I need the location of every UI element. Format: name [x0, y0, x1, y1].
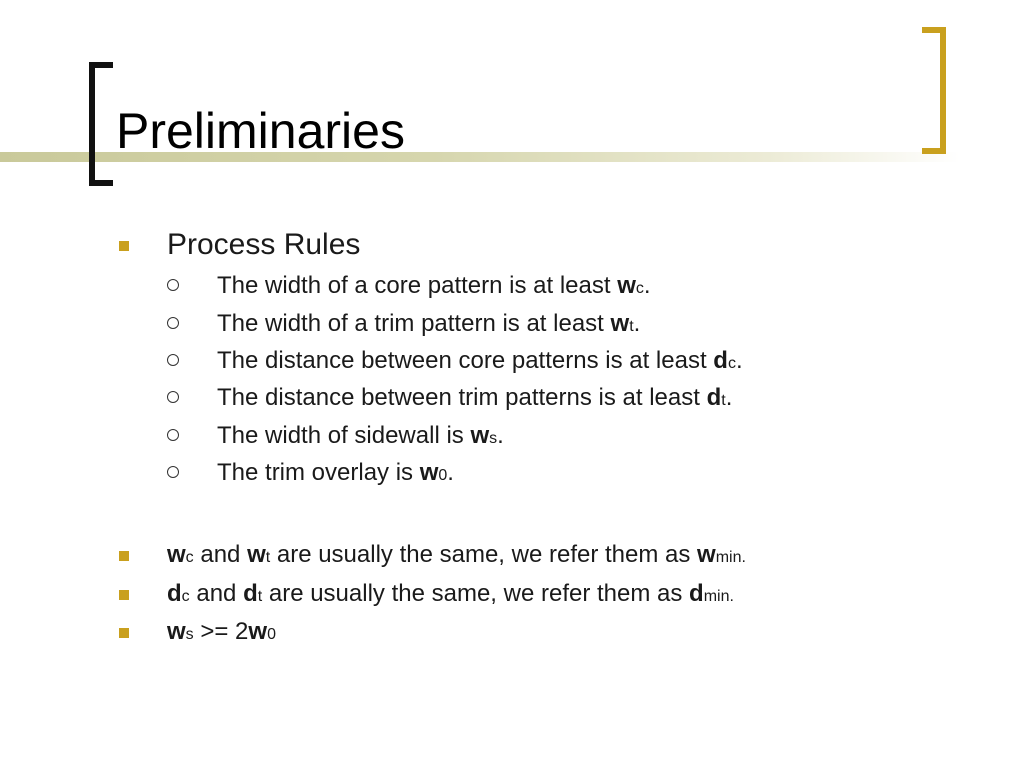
- bullet-text: are usually the same, we refer them as: [270, 541, 698, 568]
- sub-bullet-trim-distance: [217, 383, 732, 416]
- variable: d: [689, 580, 704, 607]
- variable-subscript: min.: [715, 549, 746, 566]
- sub-bullet-text: The width of a core pattern is at least: [217, 272, 618, 299]
- variable-subscript: t: [265, 549, 271, 566]
- sub-bullet-text: The width of a trim pattern is at least: [217, 310, 611, 337]
- sub-bullet-text: The distance between trim patterns is at least: [217, 384, 707, 411]
- circle-bullet-icon: [167, 317, 179, 329]
- variable-subscript: c: [635, 280, 644, 297]
- left-bracket-decoration: [89, 62, 113, 186]
- period: .: [633, 310, 641, 337]
- bullet-text: >= 2: [193, 618, 249, 645]
- circle-bullet-icon: [167, 429, 179, 441]
- bullet-text: are usually the same, we refer them as: [262, 580, 690, 607]
- variable: w: [167, 541, 186, 568]
- bullet-text: and: [193, 541, 248, 568]
- period: .: [497, 422, 504, 449]
- variable: d: [706, 384, 722, 411]
- variable: w: [419, 459, 439, 486]
- bullet-text: and: [189, 580, 244, 607]
- circle-bullet-icon: [167, 466, 179, 478]
- variable-subscript: t: [629, 318, 634, 335]
- variable-subscript: t: [721, 392, 726, 409]
- circle-bullet-icon: [167, 279, 179, 291]
- sub-bullet-text: The width of sidewall is: [217, 422, 471, 449]
- square-bullet-icon: [119, 241, 129, 251]
- variable: w: [697, 541, 716, 568]
- variable: w: [167, 618, 186, 645]
- variable: d: [713, 347, 728, 374]
- sub-bullet-trim-overlay: [217, 458, 454, 491]
- variable: w: [617, 272, 636, 299]
- variable-subscript: c: [185, 549, 194, 566]
- variable: w: [610, 310, 630, 337]
- variable: w: [470, 422, 490, 449]
- sub-bullet-text: The distance between core patterns is at least: [217, 347, 714, 374]
- variable-subscript: c: [727, 355, 736, 372]
- slide-title: Preliminaries: [116, 103, 405, 159]
- square-bullet-icon: [119, 551, 129, 561]
- variable-subscript: 0: [267, 626, 276, 643]
- variable-subscript: s: [489, 430, 498, 447]
- bullet-label: Process Rules: [167, 228, 361, 261]
- period: .: [643, 272, 651, 299]
- sub-bullet-trim-width: [217, 309, 640, 342]
- variable-subscript: c: [181, 588, 190, 605]
- variable-subscript: t: [257, 588, 263, 605]
- circle-bullet-icon: [167, 391, 179, 403]
- period: .: [725, 384, 733, 411]
- variable: w: [248, 618, 268, 645]
- sub-bullet-text: The trim overlay is: [217, 459, 420, 486]
- bullet-process-rules: [167, 227, 360, 263]
- period: .: [447, 459, 454, 486]
- right-bracket-decoration: [922, 27, 946, 154]
- variable-subscript: 0: [438, 467, 448, 484]
- period: .: [735, 347, 743, 374]
- variable: d: [243, 580, 258, 607]
- variable: w: [247, 541, 266, 568]
- variable-subscript: s: [185, 626, 194, 643]
- sub-bullet-core-width: [217, 271, 651, 304]
- square-bullet-icon: [119, 590, 129, 600]
- square-bullet-icon: [119, 628, 129, 638]
- bullet-ws-inequality: [167, 617, 276, 650]
- sub-bullet-core-distance: [217, 346, 743, 379]
- circle-bullet-icon: [167, 354, 179, 366]
- sub-bullet-sidewall-width: [217, 421, 504, 454]
- variable-subscript: min.: [703, 588, 734, 605]
- variable: d: [167, 580, 182, 607]
- bullet-d-min: [167, 579, 734, 612]
- bullet-w-min: [167, 540, 746, 573]
